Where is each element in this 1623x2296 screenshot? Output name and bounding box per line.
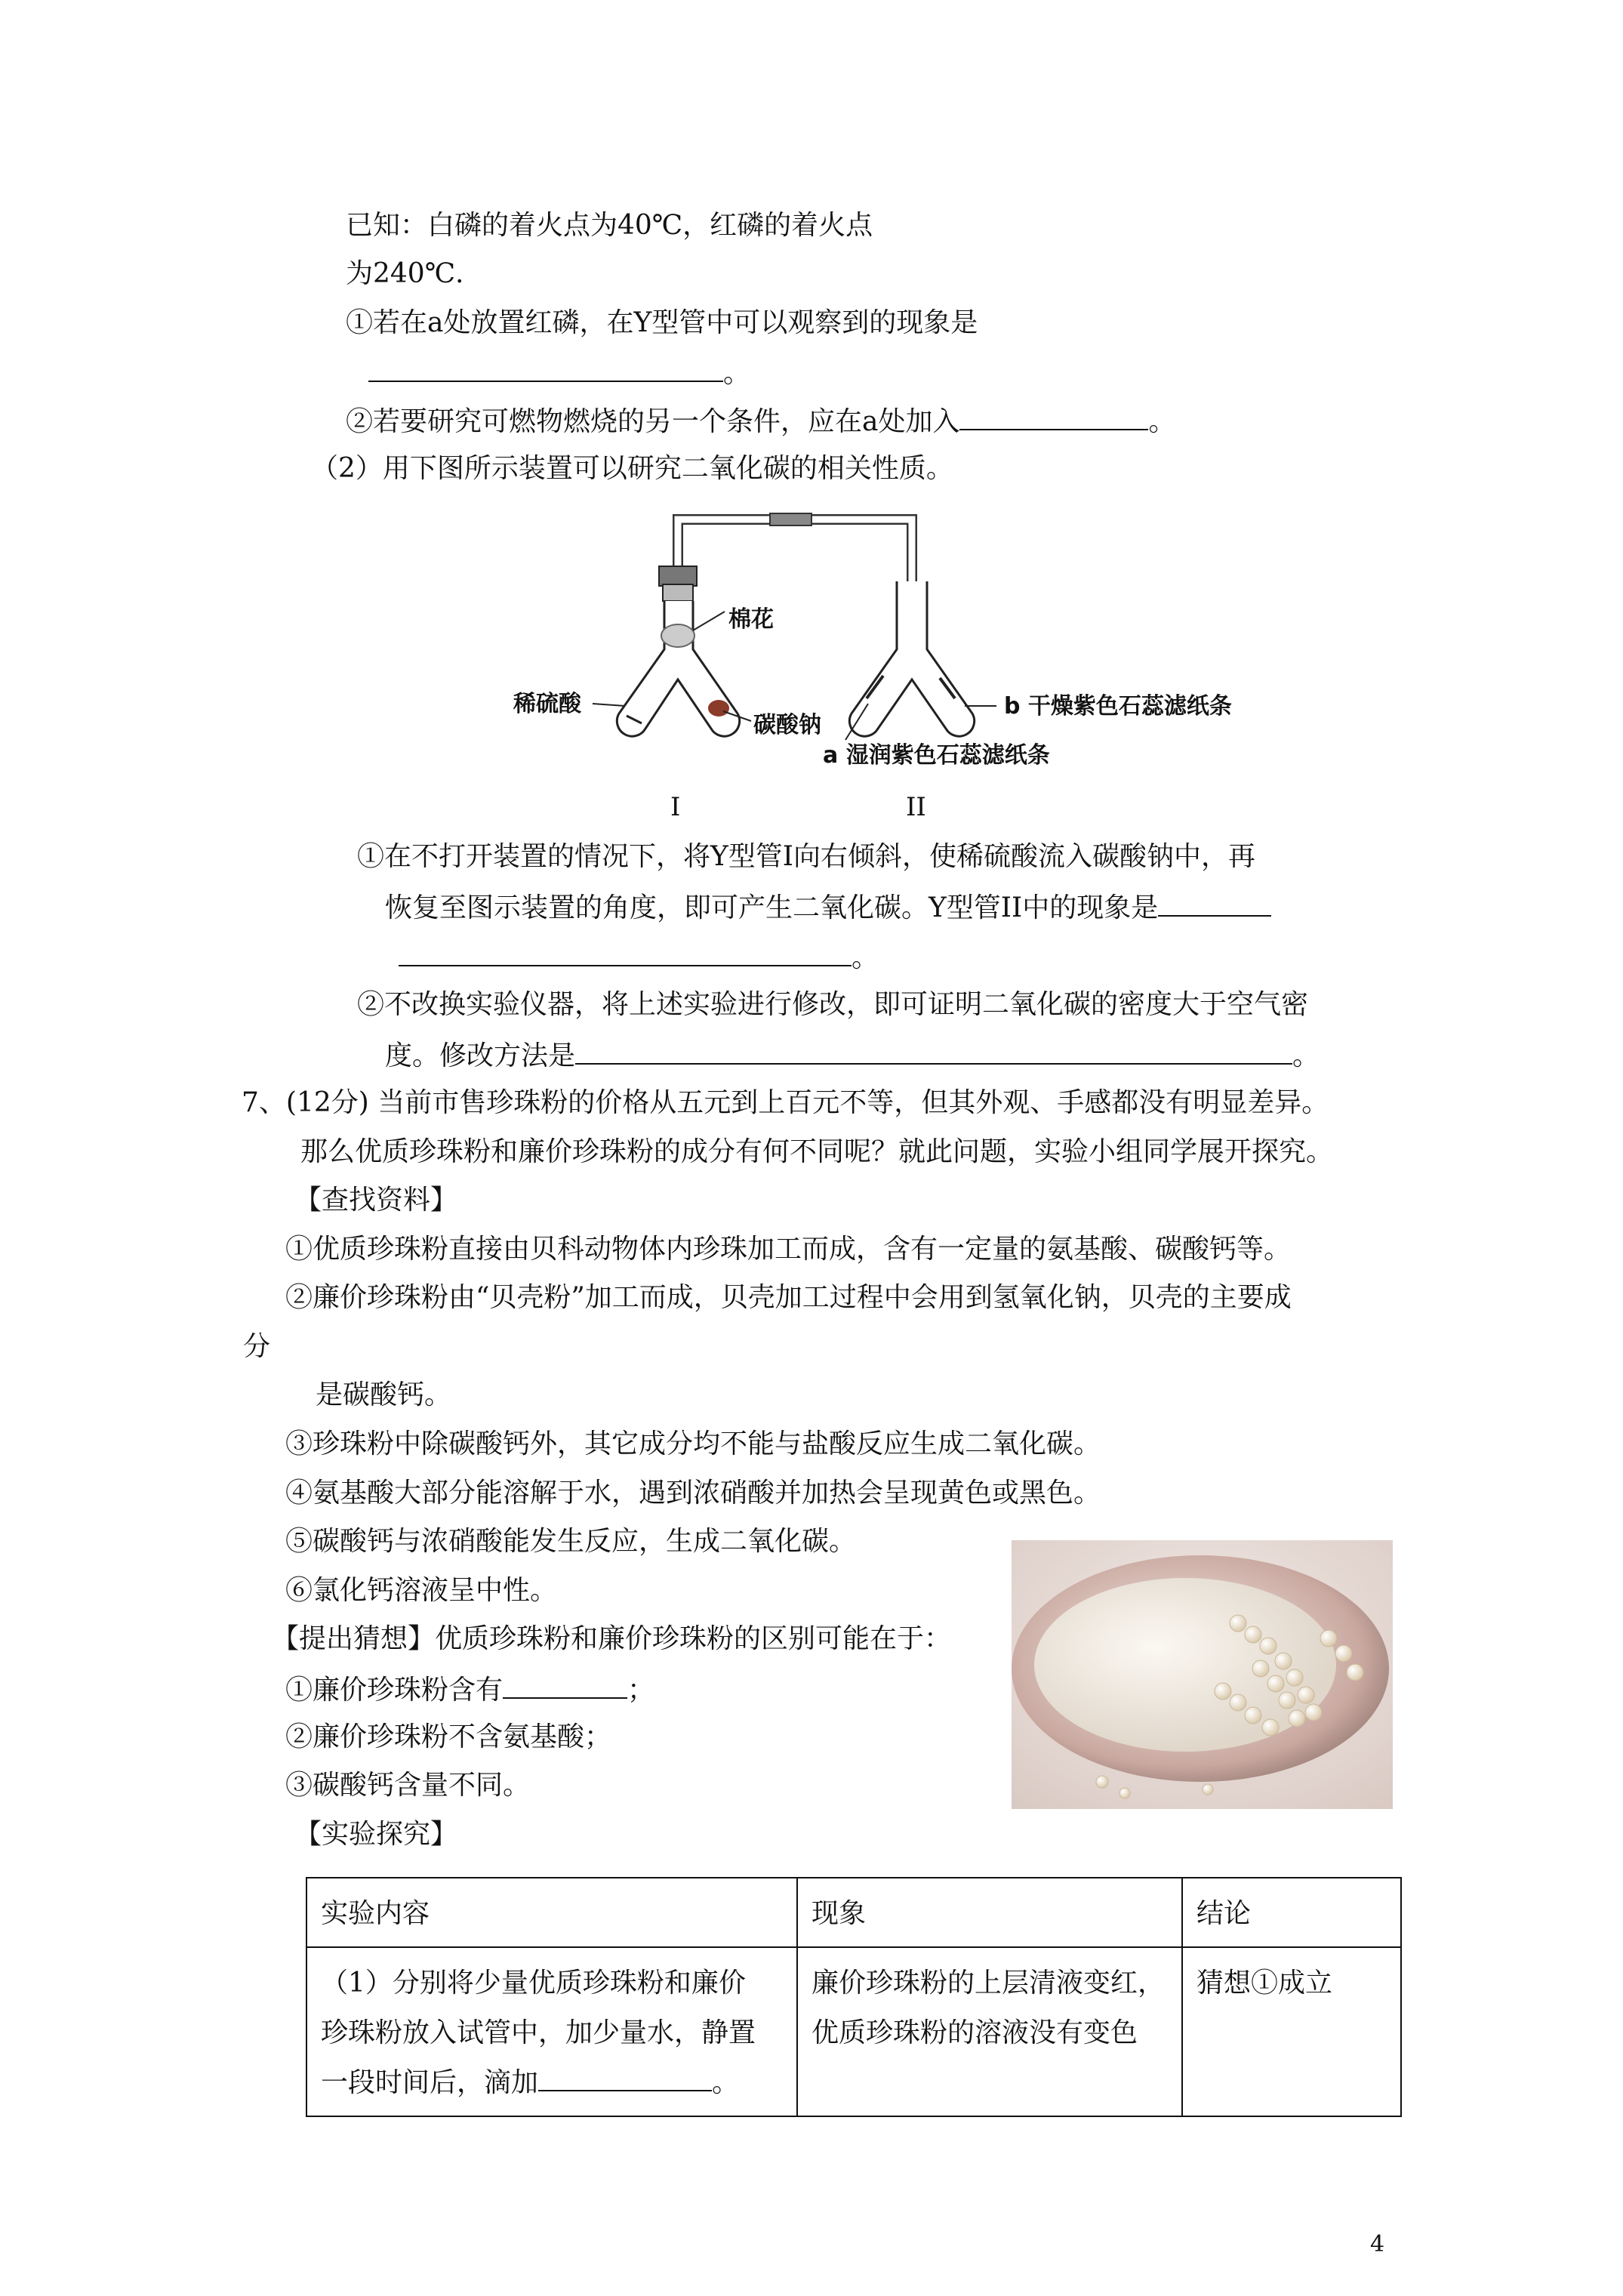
- pearl-powder-photo: [1012, 1540, 1393, 1809]
- label-tube-II: II: [906, 792, 926, 822]
- header-content: 实验内容: [306, 1878, 797, 1947]
- section-hypothesis: 【提出猜想】优质珍珠粉和廉价珍珠粉的区别可能在于：: [272, 1623, 952, 1654]
- header-phenomenon: 现象: [797, 1878, 1182, 1947]
- cell-phenomenon: 廉价珍珠粉的上层清液变红， 优质珍珠粉的溶液没有变色: [797, 1947, 1182, 2116]
- label-wet-litmus-strip-a: a 湿润紫色石蕊滤纸条: [823, 742, 1050, 769]
- cotton-plug: [661, 624, 694, 647]
- experiment-table: [306, 1877, 1402, 2117]
- label-dry-litmus-strip-b: b 干燥紫色石蕊滤纸条: [1004, 693, 1232, 720]
- material-2-cont: 是碳酸钙。: [316, 1379, 452, 1410]
- material-6: ⑥氯化钙溶液呈中性。: [285, 1575, 558, 1606]
- answer-blank-line-2: 。: [399, 942, 879, 972]
- table-header-row: [306, 1878, 1401, 1947]
- question-another-condition: ②若要研究可燃物燃烧的另一个条件，应在a处加入 。: [346, 406, 1176, 437]
- material-4: ④氨基酸大部分能溶解于水，遇到浓硝酸并加热会呈现黄色或黑色。: [285, 1478, 1101, 1509]
- header-conclusion: 结论: [1182, 1878, 1401, 1947]
- label-dilute-sulfuric-acid: 稀硫酸: [513, 691, 581, 717]
- question-7-line-2: 那么优质珍珠粉和廉价珍珠粉的成分有何不同呢？就此问题，实验小组同学展开探究。: [300, 1136, 1334, 1167]
- material-2-wrap: 分: [243, 1331, 271, 1362]
- label-tube-I: I: [670, 792, 681, 822]
- answer-blank[interactable]: [399, 942, 852, 966]
- material-2: ②廉价珍珠粉由“贝壳粉”加工而成，贝壳加工过程中会用到氢氧化钠，贝壳的主要成: [285, 1282, 1292, 1313]
- material-1: ①优质珍珠粉直接由贝科动物体内珍珠加工而成，含有一定量的氨基酸、碳酸钙等。: [285, 1234, 1292, 1265]
- question-2-1-line-2: 恢复至图示装置的角度，即可产生二氧化碳。Y型管II中的现象是: [385, 892, 1271, 922]
- known-condition-line-2: 为240℃.: [346, 258, 464, 289]
- label-cotton: 棉花: [728, 606, 774, 633]
- known-condition-line-1: 已知：白磷的着火点为40℃，红磷的着火点: [346, 210, 873, 241]
- answer-blank[interactable]: [538, 2067, 712, 2091]
- material-5: ⑤碳酸钙与浓硝酸能发生反应，生成二氧化碳。: [285, 1526, 857, 1557]
- cell-content: （1）分别将少量优质珍珠粉和廉价 珍珠粉放入试管中，加少量水，静置 一段时间后，滴加 。: [306, 1947, 797, 2116]
- answer-blank[interactable]: [503, 1675, 627, 1699]
- section-experiment: 【实验探究】: [294, 1819, 458, 1850]
- question-red-phosphorus: ①若在a处放置红磷，在Y型管中可以观察到的现象是: [346, 307, 978, 338]
- hypothesis-3: ③碳酸钙含量不同。: [285, 1770, 531, 1801]
- answer-blank-line-1: 。: [368, 358, 750, 387]
- section-find-materials: 【查找资料】: [294, 1185, 458, 1216]
- answer-blank[interactable]: [368, 358, 723, 382]
- page-number: 4: [1370, 2231, 1385, 2257]
- question-7-line-1: 7、(12分) 当前市售珍珠粉的价格从五元到上百元不等，但其外观、手感都没有明显差异。: [242, 1087, 1329, 1118]
- table-row: [306, 1947, 1401, 2116]
- cell-conclusion: 猜想①成立: [1182, 1947, 1401, 2116]
- answer-blank[interactable]: [1158, 892, 1271, 917]
- hypothesis-2: ②廉价珍珠粉不含氨基酸；: [285, 1721, 612, 1752]
- answer-blank[interactable]: [959, 406, 1148, 430]
- label-sodium-carbonate: 碳酸钠: [753, 712, 821, 738]
- hypothesis-1: ①廉价珍珠粉含有 ；: [285, 1675, 655, 1706]
- question-2-2-line-1: ②不改换实验仪器，将上述实验进行修改，即可证明二氧化碳的密度大于空气密: [357, 989, 1309, 1020]
- material-3: ③珍珠粉中除碳酸钙外，其它成分均不能与盐酸反应生成二氧化碳。: [285, 1428, 1101, 1459]
- question-2-intro: （2）用下图所示装置可以研究二氧化碳的相关性质。: [311, 453, 953, 484]
- question-2-1-line-1: ①在不打开装置的情况下，将Y型管I向右倾斜，使稀硫酸流入碳酸钠中，再: [357, 841, 1255, 872]
- sodium-carbonate-sample: [708, 700, 729, 717]
- answer-blank[interactable]: [575, 1040, 1292, 1065]
- question-2-2-line-2: 度。修改方法是 。: [385, 1040, 1320, 1071]
- y-tube-apparatus-diagram: [513, 506, 1298, 846]
